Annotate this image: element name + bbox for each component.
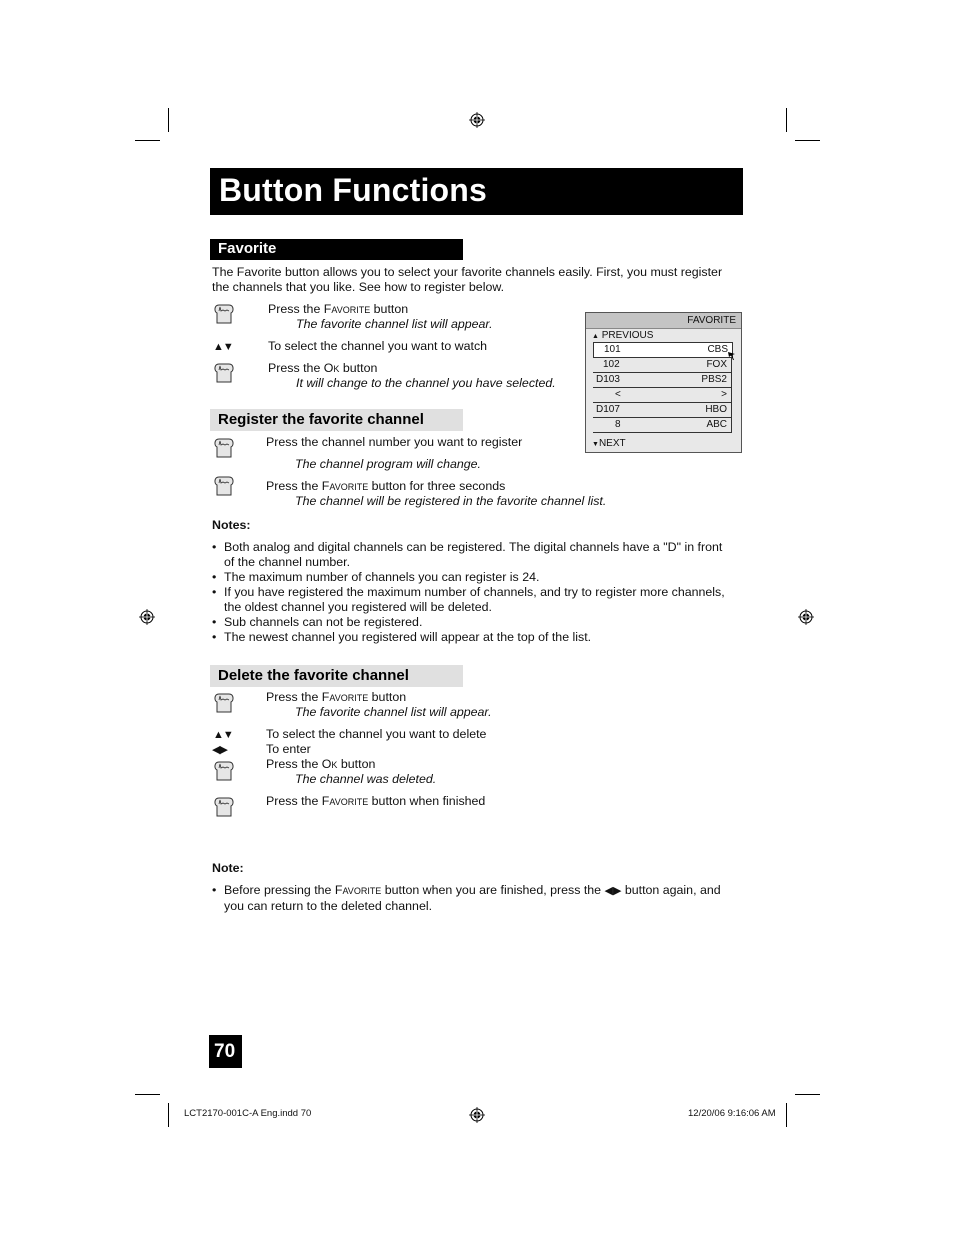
notes-heading: Notes:: [212, 518, 251, 532]
page-number: 70: [209, 1035, 242, 1068]
channel-row[interactable]: 8 ABC: [593, 418, 732, 433]
panel-header: FAVORITE: [586, 313, 741, 329]
step-result: The favorite channel list will appear.: [296, 317, 493, 331]
footer-filename: LCT2170-001C-A Eng.indd 70: [184, 1108, 312, 1119]
crop-mark: [168, 1103, 169, 1127]
step-text: Press the Favorite button when finished: [266, 794, 486, 808]
channel-row[interactable]: 101 CBS: [593, 342, 733, 358]
step-text: To enter: [266, 742, 311, 756]
registration-mark-icon: [469, 112, 485, 128]
next-label: ▼NEXT: [592, 438, 626, 449]
step-text: Press the Favorite button for three seconds: [266, 479, 506, 493]
step-text: To select the channel you want to delete: [266, 727, 487, 741]
crop-mark: [786, 1103, 787, 1127]
step-text: Press the Favorite button: [268, 302, 409, 316]
previous-label: ▲ PREVIOUS: [592, 330, 654, 341]
registration-mark-icon: [469, 1107, 485, 1123]
footer-timestamp: 12/20/06 9:16:06 AM: [688, 1108, 776, 1119]
hand-press-icon: [212, 361, 236, 385]
crop-mark: [168, 108, 169, 132]
channel-row[interactable]: D103 PBS2: [593, 373, 732, 388]
step-text: Press the Favorite button: [266, 690, 407, 704]
step-result: The channel program will change.: [295, 457, 481, 471]
hand-press-icon: [212, 691, 236, 715]
crop-mark: [795, 1094, 820, 1095]
hand-press-icon: [212, 436, 236, 460]
channel-row[interactable]: D107 HBO: [593, 403, 732, 418]
up-down-arrows-icon: ▲▼: [213, 729, 233, 741]
channel-row[interactable]: < >: [593, 388, 732, 403]
left-right-arrows-icon: ◀▶: [212, 744, 227, 756]
left-right-arrows-icon: ◀▶: [604, 885, 622, 897]
registration-mark-icon: [139, 609, 155, 625]
step-result: The favorite channel list will appear.: [295, 705, 492, 719]
crop-mark: [135, 1094, 160, 1095]
note-heading: Note:: [212, 861, 244, 875]
step-text: Press the channel number you want to register: [266, 435, 523, 449]
step-text: Press the Ok button: [266, 757, 376, 771]
pointer-cursor-icon: [728, 352, 735, 360]
step-result: The channel was deleted.: [295, 772, 437, 786]
section-heading-register: Register the favorite channel: [210, 409, 463, 431]
page-title: Button Functions: [219, 172, 488, 208]
crop-mark: [795, 140, 820, 141]
favorite-list-panel: [585, 312, 742, 453]
hand-press-icon: [212, 474, 236, 498]
intro-text: The Favorite button allows you to select your favorite channels easily. First, you must register: [212, 265, 723, 279]
page-title-bar: [210, 168, 743, 215]
step-result: The channel will be registered in the favorite channel list.: [295, 494, 607, 508]
crop-mark: [135, 140, 160, 141]
intro-text: the channels that you like. See how to register below.: [212, 280, 505, 294]
step-text: Press the Ok button: [268, 361, 378, 375]
hand-press-icon: [212, 795, 236, 819]
up-down-arrows-icon: ▲▼: [213, 341, 233, 353]
section-heading-delete: Delete the favorite channel: [210, 665, 463, 687]
hand-press-icon: [212, 302, 236, 326]
step-text: To select the channel you want to watch: [268, 339, 488, 353]
step-result: It will change to the channel you have selected.: [296, 376, 556, 390]
crop-mark: [786, 108, 787, 132]
hand-press-icon: [212, 759, 236, 783]
section-heading-favorite: Favorite: [210, 239, 463, 260]
registration-mark-icon: [798, 609, 814, 625]
channel-row[interactable]: 102 FOX: [593, 358, 732, 373]
